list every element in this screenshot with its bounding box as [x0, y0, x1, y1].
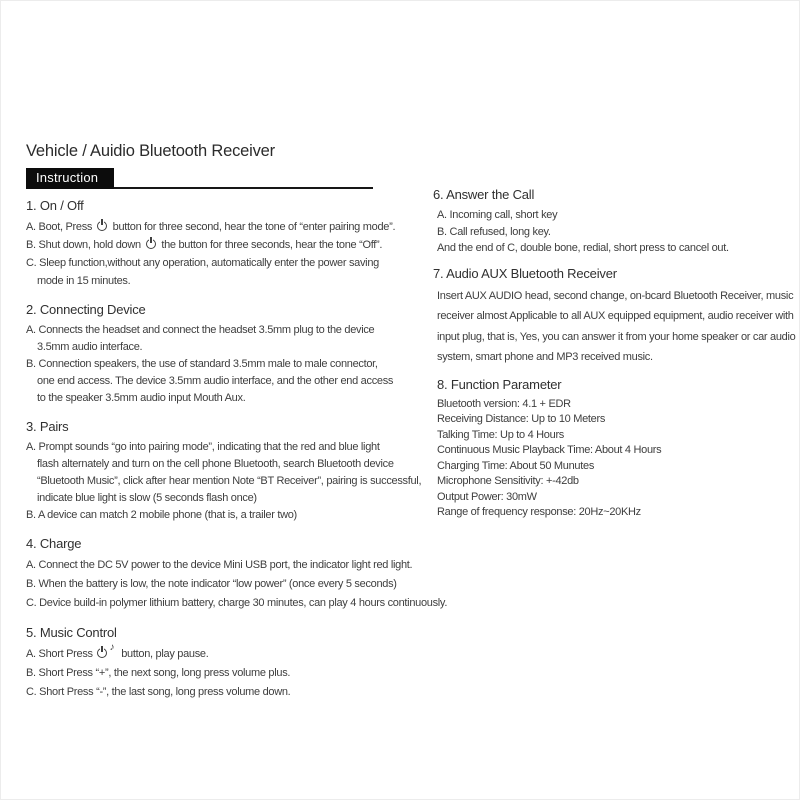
section-heading: 4. Charge	[26, 536, 82, 551]
text-run: A. Short Press	[26, 648, 96, 660]
section-heading: 3. Pairs	[26, 419, 69, 434]
instruction-line: indicate blue light is slow (5 seconds flash once)	[37, 492, 257, 504]
text-run: button for three second, hear the tone of “enter pairing mode”.	[109, 221, 396, 233]
text-run: button, play pause.	[118, 648, 209, 660]
instruction-line: A. Connect the DC 5V power to the device Mini USB port, the indicator light red light.	[26, 559, 413, 571]
parameter-line: Continuous Music Playback Time: About 4 Hours	[437, 444, 662, 456]
parameter-line: Charging Time: About 50 Munutes	[437, 459, 595, 472]
section-charge	[26, 536, 448, 613]
text-run: A. Boot, Press	[26, 221, 95, 233]
instruction-line: flash alternately and turn on the cell phone Bluetooth, search Bluetooth device	[37, 458, 394, 470]
instruction-line: “Bluetooth Music”, click after hear mention Note “BT Receiver”, pairing is successful,	[37, 475, 422, 487]
power-icon	[97, 648, 107, 658]
instruction-line: B. A device can match 2 mobile phone (that is, a trailer two)	[26, 509, 297, 521]
instruction-line: C. Short Press “-”, the last song, long press volume down.	[26, 686, 291, 698]
right-column	[433, 187, 796, 530]
instruction-line: B. Connection speakers, the use of standard 3.5mm male to male connector,	[26, 358, 378, 370]
left-column	[26, 142, 448, 714]
instruction-line: A. Connects the headset and connect the headset 3.5mm plug to the device	[26, 324, 375, 336]
parameter-line: Range of frequency response: 20Hz~20KHz	[437, 506, 641, 518]
instruction-line	[26, 236, 428, 254]
instruction-line	[26, 218, 428, 236]
banner-rule	[114, 187, 373, 189]
parameter-line: Bluetooth version: 4.1 + EDR	[437, 397, 571, 410]
text-run: the button for three seconds, hear the tone “Off”.	[158, 239, 383, 251]
section-audio-aux	[433, 265, 796, 368]
parameter-line: Output Power: 30mW	[437, 490, 537, 503]
instruction-line	[26, 645, 428, 664]
instruction-line: B. Call refused, long key.	[437, 225, 551, 238]
instruction-line: to the speaker 3.5mm audio input Mouth Aux.	[37, 392, 246, 404]
parameter-line: Receiving Distance: Up to 10 Meters	[437, 413, 606, 425]
page-title: Vehicle / Auidio Bluetooth Receiver	[26, 142, 275, 160]
instruction-line: C. Sleep function,without any operation, automatically enter the power saving	[26, 257, 379, 269]
power-icon	[146, 239, 156, 249]
section-heading: 7. Audio AUX Bluetooth Receiver	[433, 265, 617, 281]
instruction-line: one end access. The device 3.5mm audio interface, and the other end access	[37, 375, 394, 387]
text-run: B. Shut down, hold down	[26, 239, 144, 251]
section-music-control	[26, 625, 428, 702]
instruction-line: And the end of C, double bone, redial, short press to cancel out.	[437, 242, 729, 254]
section-answer-call	[433, 187, 793, 257]
music-note-icon	[110, 647, 116, 657]
section-pairs	[26, 419, 428, 524]
section-function-parameter	[433, 377, 793, 521]
instruction-line: Insert AUX AUDIO head, second change, on-bcard Bluetooth Receiver, music	[437, 289, 794, 302]
instruction-label: Instruction	[26, 168, 114, 189]
parameter-line: Microphone Sensitivity: +-42db	[437, 475, 579, 487]
parameter-line: Talking Time: Up to 4 Hours	[437, 428, 565, 441]
instruction-line: A. Prompt sounds “go into pairing mode”, indicating that the red and blue light	[26, 441, 380, 453]
section-connecting-device	[26, 302, 428, 407]
section-on-off	[26, 198, 428, 290]
power-icon	[97, 221, 107, 231]
instruction-line: A. Incoming call, short key	[437, 209, 558, 221]
instruction-line: mode in 15 minutes.	[37, 275, 131, 287]
instruction-banner	[26, 168, 373, 189]
instruction-line: B. Short Press “+”, the next song, long press volume plus.	[26, 667, 291, 679]
instruction-line: input plug, that is, Yes, you can answer it from your home speaker or car audio	[437, 330, 796, 343]
instruction-line: receiver almost Applicable to all AUX equipped equipment, audio receiver with	[437, 310, 794, 322]
section-heading: 8. Function Parameter	[437, 376, 562, 392]
section-heading: 5. Music Control	[26, 625, 117, 640]
instruction-line: C. Device build-in polymer lithium battery, charge 30 minutes, can play 4 hours continuously.	[26, 597, 448, 609]
section-heading: 6. Answer the Call	[433, 187, 535, 202]
instruction-line: B. When the battery is low, the note indicator “low power” (once every 5 seconds)	[26, 578, 397, 590]
instruction-line: system, smart phone and MP3 received music.	[437, 351, 653, 363]
section-heading: 1. On / Off	[26, 198, 84, 213]
instruction-line: 3.5mm audio interface.	[37, 341, 143, 353]
section-heading: 2. Connecting Device	[26, 302, 146, 317]
